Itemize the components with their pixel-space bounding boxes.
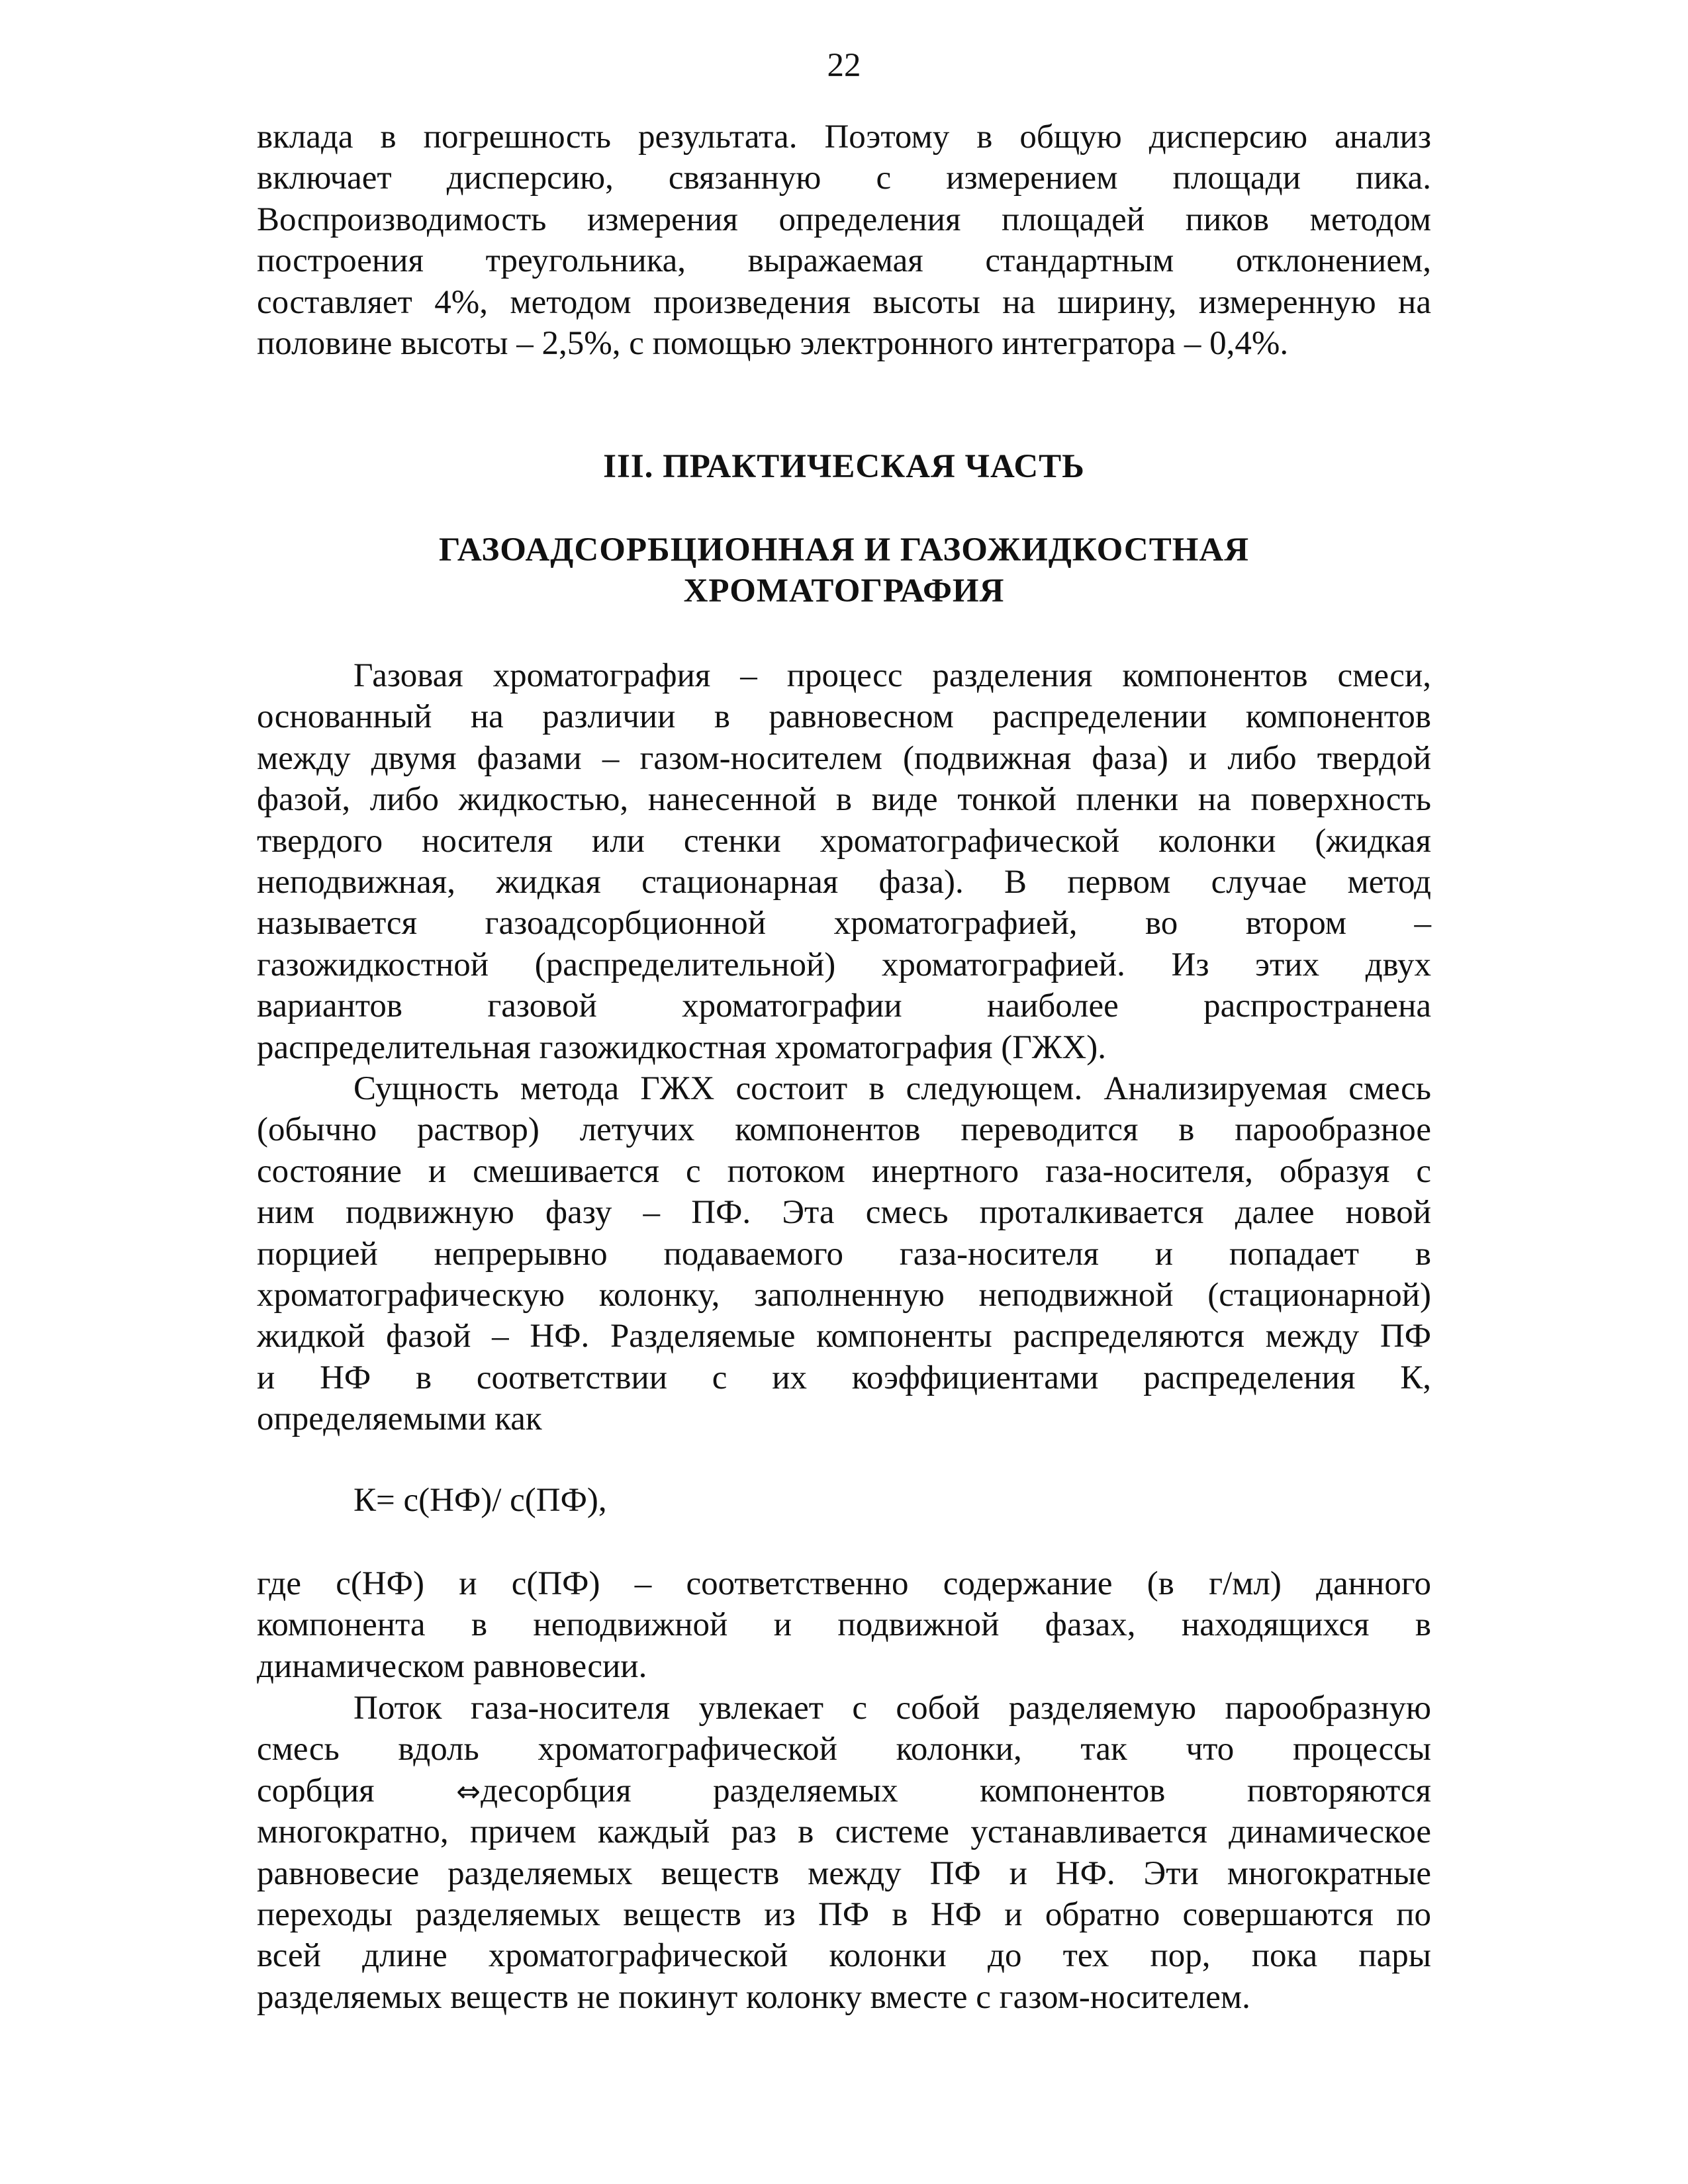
- paragraph-carrier-gas-flow: [257, 1688, 1431, 2018]
- sorption-word: сорбция: [257, 1772, 375, 1809]
- text-line: состояние и смешивается с потоком инертного газа-носителя, образуя с: [257, 1152, 1431, 1190]
- double-arrow-icon: ⇔: [456, 1774, 481, 1809]
- text-line: жидкой фазой – НФ. Разделяемые компоненты распределяются между ПФ: [257, 1318, 1431, 1355]
- text-line: неподвижная, жидкая стационарная фаза). В первом случае метод: [257, 863, 1431, 901]
- paragraph-gas-chromatography-definition: [257, 655, 1431, 1068]
- text-line: фазой, либо жидкостью, нанесенной в виде тонкой пленки на поверхность: [257, 781, 1431, 819]
- text-line: Поток газа-носителя увлекает с собой разделяемую парообразную: [353, 1690, 1431, 1727]
- text-line: динамическом равновесии.: [257, 1647, 647, 1685]
- section-title: III. ПРАКТИЧЕСКАЯ ЧАСТЬ: [603, 448, 1085, 485]
- text-line: равновесие разделяемых веществ между ПФ и НФ. Эти многократные: [257, 1854, 1431, 1892]
- text-line: хроматографическую колонку, заполненную неподвижной (стационарной): [257, 1276, 1431, 1314]
- text-line: включает дисперсию, связанную с измерением площади пика.: [257, 159, 1431, 197]
- text-line: определяемыми как: [257, 1400, 542, 1438]
- text-line: Сущность метода ГЖХ состоит в следующем. Анализируемая смесь: [353, 1070, 1431, 1107]
- text-line-sorption-desorption: [257, 1770, 1431, 1811]
- text-line: Воспроизводимость измерения определения площадей пиков методом: [257, 201, 1431, 238]
- text-line: твердого носителя или стенки хроматографической колонки (жидкая: [257, 822, 1431, 860]
- text-line: многократно, причем каждый раз в системе устанавливается динамическое: [257, 1813, 1431, 1851]
- section-subtitle-line-1: ГАЗОАДСОРБЦИОННАЯ И ГАЗОЖИДКОСТНАЯ: [438, 531, 1250, 569]
- text-line: основанный на различии в равновесном распределении компонентов: [257, 698, 1431, 736]
- text-line: газожидкостной (распределительной) хроматографией. Из этих двух: [257, 946, 1431, 983]
- text-line: переходы разделяемых веществ из ПФ в НФ и обратно совершаются по: [257, 1895, 1431, 1933]
- text-line: между двумя фазами – газом-носителем (подвижная фаза) и либо твердой: [257, 739, 1431, 777]
- text-line: построения треугольника, выражаемая стандартным отклонением,: [257, 242, 1431, 280]
- text-line: смесь вдоль хроматографической колонки, так что процессы: [257, 1731, 1431, 1768]
- text-line: и НФ в соответствии с их коэффициентами распределения К,: [257, 1359, 1431, 1396]
- text-line: разделяемых веществ не покинут колонку вместе с газом-носителем.: [257, 1978, 1250, 2016]
- text-line: ним подвижную фазу – ПФ. Эта смесь проталкивается далее новой: [257, 1194, 1431, 1232]
- text-line: порцией непрерывно подаваемого газа-носителя и попадает в: [257, 1235, 1431, 1273]
- text-line: компонента в неподвижной и подвижной фазах, находящихся в: [257, 1606, 1431, 1644]
- text-line: (обычно раствор) летучих компонентов переводится в парообразное: [257, 1111, 1431, 1149]
- text-line: Газовая хроматография – процесс разделения компонентов смеси,: [353, 657, 1431, 694]
- text-line: всей длине хроматографической колонки до тех пор, пока пары: [257, 1937, 1431, 1975]
- intro-paragraph: [257, 116, 1431, 364]
- text-line: вклада в погрешность результата. Поэтому в общую дисперсию анализ: [257, 118, 1431, 156]
- text-line: где с(НФ) и с(ПФ) – соответственно содержание (в г/мл) данного: [257, 1565, 1431, 1602]
- text-line: вариантов газовой хроматографии наиболее распространена: [257, 987, 1431, 1025]
- desorption-text: десорбция разделяемых компонентов повторяются: [481, 1772, 1432, 1809]
- paragraph-gzhkh-essence: [257, 1068, 1431, 1440]
- distribution-coefficient-formula: К= с(НФ)/ с(ПФ),: [353, 1482, 607, 1519]
- page-number: 22: [827, 47, 861, 84]
- text-line: распределительная газожидкостная хроматография (ГЖХ).: [257, 1028, 1106, 1066]
- section-subtitle-line-2: ХРОМАТОГРАФИЯ: [683, 572, 1005, 610]
- text-line: называется газоадсорбционной хроматографией, во втором –: [257, 905, 1431, 942]
- paragraph-formula-explanation: [257, 1563, 1431, 1687]
- text-line: составляет 4%, методом произведения высоты на ширину, измеренную на: [257, 283, 1431, 321]
- text-line: половине высоты – 2,5%, с помощью электронного интегратора – 0,4%.: [257, 324, 1289, 362]
